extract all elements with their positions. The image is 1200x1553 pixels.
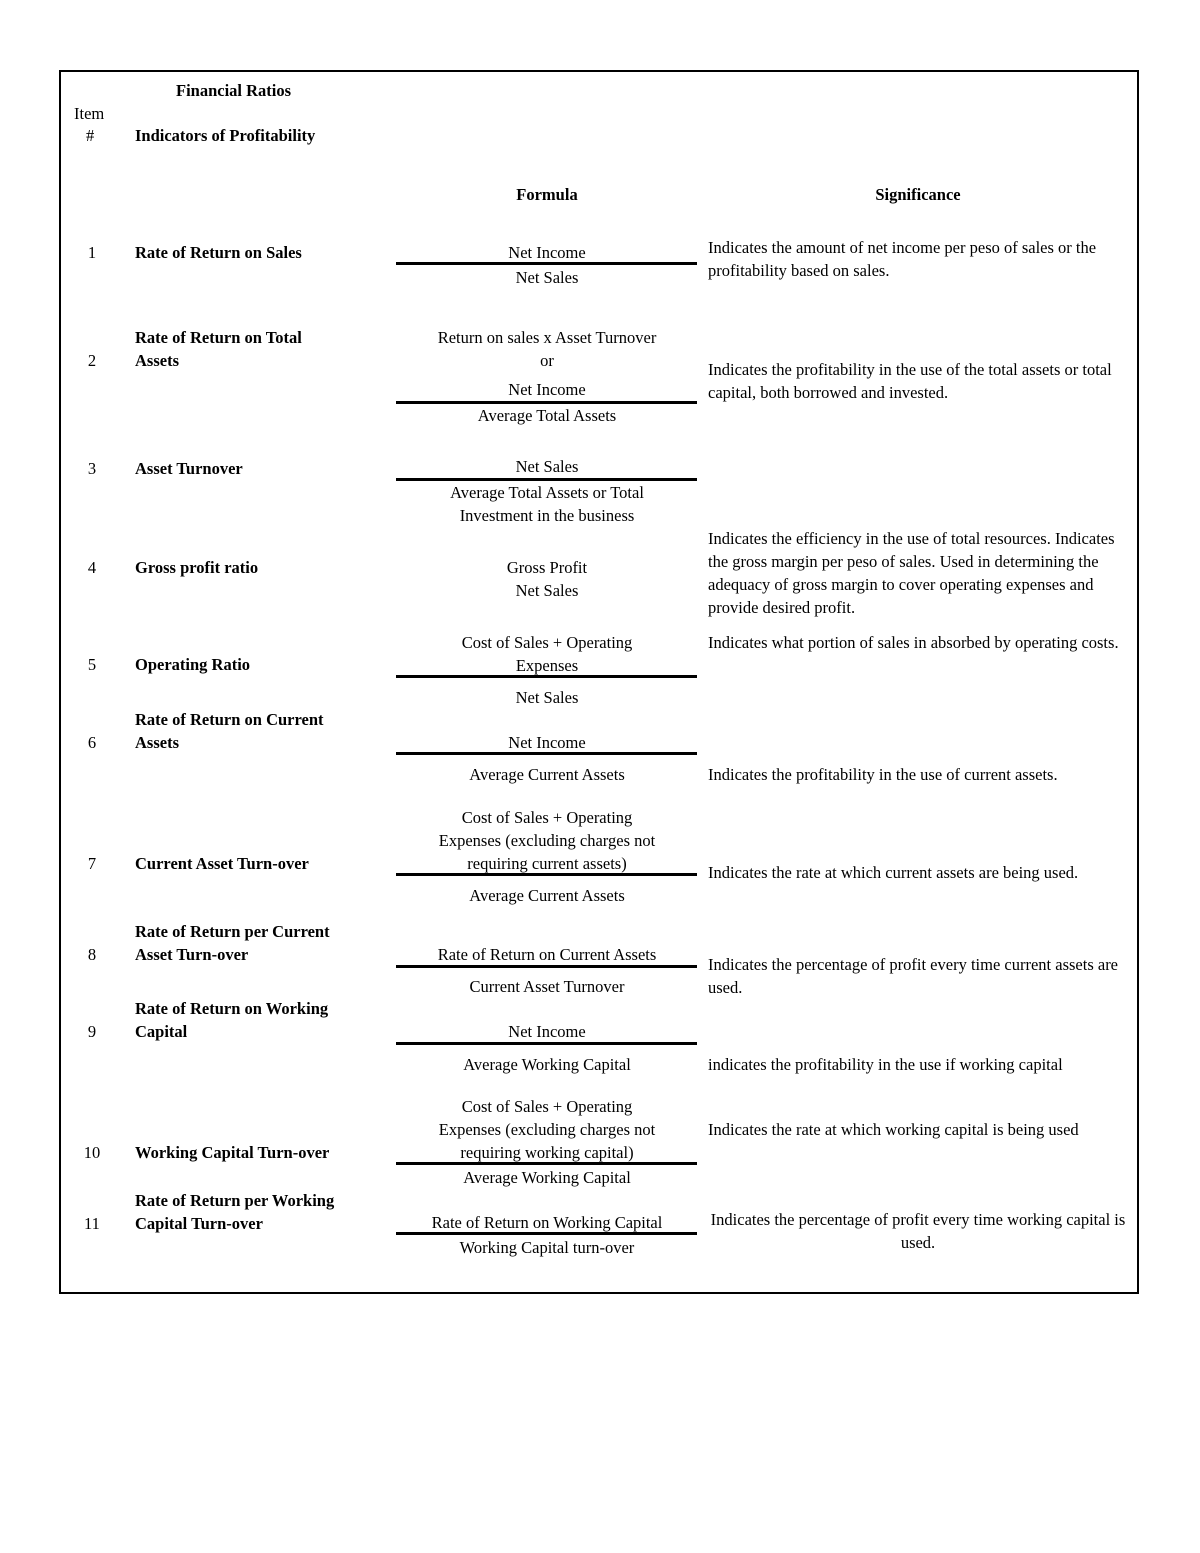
formula-numerator: Net Income xyxy=(508,243,586,262)
ratio-name-cont: Capital xyxy=(135,1022,188,1041)
formula-denominator: Net Sales xyxy=(515,581,579,600)
fraction-bar xyxy=(396,262,697,265)
significance-text: indicates the profitability in the use if working capital xyxy=(708,1055,1063,1074)
table-title: Financial Ratios xyxy=(176,81,292,100)
formula-numerator-cont: Expenses (excluding charges not xyxy=(438,1120,656,1139)
formula-or: or xyxy=(540,351,554,370)
formula-text: Return on sales x Asset Turnover xyxy=(437,328,657,347)
row-number: 11 xyxy=(84,1214,100,1233)
item-number-label: # xyxy=(86,126,95,145)
formula-column-header: Formula xyxy=(516,185,578,204)
ratio-name: Current Asset Turn-over xyxy=(135,854,309,873)
fraction-bar xyxy=(396,752,697,755)
row-number: 10 xyxy=(83,1143,101,1162)
fraction-bar xyxy=(396,1162,697,1165)
fraction-bar xyxy=(396,675,697,678)
formula-denominator: Average Total Assets xyxy=(477,406,617,425)
formula-numerator-cont: requiring working capital) xyxy=(460,1143,634,1162)
fraction-bar xyxy=(396,965,697,968)
ratio-name: Asset Turnover xyxy=(135,459,243,478)
formula-numerator: Cost of Sales + Operating xyxy=(461,1097,633,1116)
formula-denominator: Average Current Assets xyxy=(469,886,625,905)
ratio-name: Rate of Return per Working xyxy=(135,1191,335,1210)
ratio-name: Working Capital Turn-over xyxy=(135,1143,330,1162)
fraction-bar xyxy=(396,1042,697,1045)
ratio-name-cont: Assets xyxy=(135,351,179,370)
row-number: 2 xyxy=(87,351,97,370)
significance-column-header: Significance xyxy=(875,185,961,204)
formula-denominator: Working Capital turn-over xyxy=(459,1238,635,1257)
ratio-name: Rate of Return on Working xyxy=(135,999,329,1018)
formula-numerator: Net Income xyxy=(508,733,586,752)
formula-numerator-cont: requiring current assets) xyxy=(467,854,627,873)
formula-numerator: Net Sales xyxy=(515,457,579,476)
significance-text: Indicates the rate at which current assets are being used. xyxy=(708,863,1079,882)
ratio-name-cont: Assets xyxy=(135,733,179,752)
row-number: 1 xyxy=(87,243,97,262)
formula-denominator: Net Sales xyxy=(515,688,579,707)
row-number: 3 xyxy=(87,459,97,478)
formula-numerator: Rate of Return on Current Assets xyxy=(437,945,657,964)
formula-denominator: Average Working Capital xyxy=(463,1168,631,1187)
formula-denominator: Average Total Assets or Total xyxy=(450,483,644,502)
ratio-name: Rate of Return per Current xyxy=(135,922,330,941)
ratio-name: Rate of Return on Total xyxy=(135,328,302,347)
item-column-label: Item xyxy=(74,104,105,123)
formula-numerator: Net Income xyxy=(508,380,586,399)
formula-numerator-cont: Expenses xyxy=(515,656,579,675)
formula-numerator: Cost of Sales + Operating xyxy=(461,808,633,827)
formula-numerator-cont: Expenses (excluding charges not xyxy=(438,831,656,850)
formula-numerator: Rate of Return on Working Capital xyxy=(431,1213,663,1232)
formula-denominator: Average Working Capital xyxy=(463,1055,631,1074)
significance-text: Indicates the profitability in the use of current assets. xyxy=(708,765,1058,784)
significance-text: Indicates the rate at which working capital is being used xyxy=(708,1120,1079,1139)
significance-text: Indicates the percentage of profit every time current assets are used. xyxy=(708,955,1119,997)
section-heading: Indicators of Profitability xyxy=(135,126,316,145)
formula-numerator: Net Income xyxy=(508,1022,586,1041)
ratio-name: Gross profit ratio xyxy=(135,558,259,577)
significance-text: Indicates the amount of net income per peso of sales or the profitability based on sales. xyxy=(708,238,1097,280)
significance-text: Indicates the percentage of profit every time working capital is used. xyxy=(710,1210,1126,1252)
row-number: 8 xyxy=(87,945,97,964)
row-number: 6 xyxy=(87,733,97,752)
formula-denominator: Net Sales xyxy=(515,268,579,287)
row-number: 4 xyxy=(87,558,97,577)
ratio-name: Rate of Return on Sales xyxy=(135,243,302,262)
formula-denominator-cont: Investment in the business xyxy=(459,506,635,525)
fraction-bar xyxy=(396,1232,697,1235)
ratio-name: Rate of Return on Current xyxy=(135,710,324,729)
row-number: 9 xyxy=(87,1022,97,1041)
formula-numerator: Gross Profit xyxy=(506,558,588,577)
fraction-bar xyxy=(396,873,697,876)
ratio-name: Operating Ratio xyxy=(135,655,251,674)
significance-text: Indicates the efficiency in the use of total resources. Indicates the gross margin per peso of sales. Used in determining the adequacy of gross margin to cover operating expenses and provide desired profit. xyxy=(708,529,1115,617)
significance-text: Indicates the profitability in the use of the total assets or total capital, both borrowed and invested. xyxy=(708,360,1112,402)
formula-denominator: Average Current Assets xyxy=(469,765,625,784)
ratio-name-cont: Capital Turn-over xyxy=(135,1214,263,1233)
row-number: 5 xyxy=(87,655,97,674)
formula-numerator: Cost of Sales + Operating xyxy=(461,633,633,652)
ratio-name-cont: Asset Turn-over xyxy=(135,945,249,964)
significance-text: Indicates what portion of sales in absorbed by operating costs. xyxy=(708,633,1119,652)
formula-denominator: Current Asset Turnover xyxy=(469,977,625,996)
row-number: 7 xyxy=(87,854,97,873)
